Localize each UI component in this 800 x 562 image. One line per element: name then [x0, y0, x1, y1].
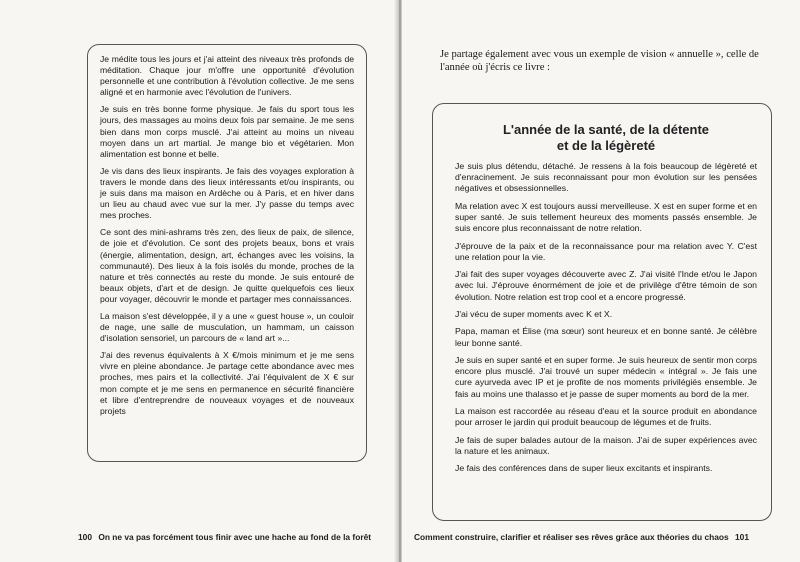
left-paragraph-2: Je suis en très bonne forme physique. Je fais du sport tous les jours, des massages au moins deux fois par semaine. Je me sens bien dans mon corps musclé. J'ai atteint au moins un niveau moyen dans un art martial. Je mange bio et végétarien. Mon alimentation est bonne et belle.: [100, 104, 354, 159]
right-running-title: Comment construire, clarifier et réaliser ses rêves grâce aux théories du chaos: [414, 532, 729, 542]
vision-title-line-1: L'année de la santé, de la détente: [502, 122, 710, 137]
right-paragraph-6: Papa, maman et Élise (ma sœur) sont heureux et en bonne santé. Je célèbre leur bonne santé.: [455, 326, 757, 348]
left-paragraph-4: Ce sont des mini-ashrams très zen, des lieux de paix, de silence, de joie et d'évolution. Ce sont des projets beaux, bons et vrais (énergie, alimentation, design, art, échanges avec les voisins, la communauté). Des lieux à la fois isolés du monde, proches de la nature et très connectés au reste du monde. Je suis entouré de beaux objets, d'art et de design. Je quitte quelquefois ces lieux pour voyager, découvrir le monde et partager mes connaissances.: [100, 227, 354, 304]
right-paragraph-9: Je fais de super balades autour de la maison. J'ai de super expériences avec la nature et les animaux.: [455, 434, 757, 456]
right-paragraph-3: J'éprouve de la paix et de la reconnaissance pour ma relation avec Y. C'est une relation pour la vie.: [455, 240, 757, 262]
right-paragraph-8: La maison est raccordée au réseau d'eau et la source produit en abondance pour arroser le jardin qui produit beaucoup de légumes et de fruits.: [455, 405, 757, 428]
right-vision-box: [432, 103, 772, 521]
right-page: [402, 0, 800, 562]
left-page-number: 100: [78, 532, 92, 542]
left-paragraph-5: La maison s'est développée, il y a une « guest house », un couloir de nage, une salle de musculation, un hammam, un caisson d'isolation sensoriel, un parcours de « land art »...: [100, 310, 354, 344]
left-paragraph-1: Je médite tous les jours et j'ai atteint des niveaux très profonds de méditation. Chaque jour m'offre une opportunité d'évolution personnelle et une contribution à l'évolution collective. Je me sens aligné et en harmonie avec l'évolution de l'univers.: [100, 54, 354, 98]
right-page-number: 101: [735, 532, 749, 542]
right-paragraph-4: J'ai fait des super voyages découverte avec Z. J'ai visité l'Inde et/ou le Japon avec lui. J'éprouve énormément de joie et de privilège d'être témoin de son évolution. Notre relation est trop cool et a encore progressé.: [455, 269, 757, 302]
right-intro-text: Je partage également avec vous un exemple de vision « annuelle », celle de l'année où j'écris ce livre :: [440, 49, 759, 74]
left-page: [0, 0, 398, 562]
right-footer: [414, 532, 753, 542]
right-paragraph-2: Ma relation avec X est toujours aussi merveilleuse. X est en super forme et en super santé. Je suis tellement heureux des moments passés ensemble. Je suis encore plus reconnaissant de notre relation.: [455, 200, 757, 234]
right-paragraph-1: Je suis plus détendu, détaché. Je ressens à la fois beaucoup de légèreté et d'enracinement. Je suis reconnaissant pour mon évolution sur les pensées négatives et obsessionnelles.: [455, 161, 757, 194]
left-running-title: On ne va pas forcément tous finir avec une hache au fond de la forêt: [98, 532, 372, 542]
left-text-box: [87, 44, 367, 462]
left-paragraph-3: Je vis dans des lieux inspirants. Je fais des voyages exploration à travers le monde dans des lieux intéressants et/ou inspirants, ou je suis dans ma maison en Ardèche ou à Paris, et en hiver dans un lieu au chaud avec vue sur la mer. J'y passe du temps avec mes proches.: [100, 165, 354, 221]
right-paragraph-7: Je suis en super santé et en super forme. Je suis heureux de sentir mon corps encore plus musclé. J'ai trouvé un super médecin « intégral ». Je fais une cure ayurveda avec IP et je profite de nos moments privilégiés ensemble. Je fais au moins une thalasso et je passe de super moments au bord de la mer.: [455, 354, 757, 399]
left-paragraph-6: J'ai des revenus équivalents à X €/mois minimum et je me sens vivre en pleine abondance. Je partage cette abondance avec mes proches, mes pairs et la collectivité. J'ai l'équivalent de X € sur mon compte et je me sens en permanence en sécurité financière et libre d'entreprendre de nouveaux voyages et de nouveaux projets: [100, 350, 354, 416]
right-paragraph-10: Je fais des conférences dans de super lieux excitants et inspirants.: [455, 463, 713, 474]
vision-title-line-2: et de la légèreté: [556, 137, 656, 153]
vision-box-title: [455, 122, 757, 153]
right-paragraph-5: J'ai vécu de super moments avec K et X.: [455, 308, 613, 319]
left-footer: [74, 532, 371, 542]
